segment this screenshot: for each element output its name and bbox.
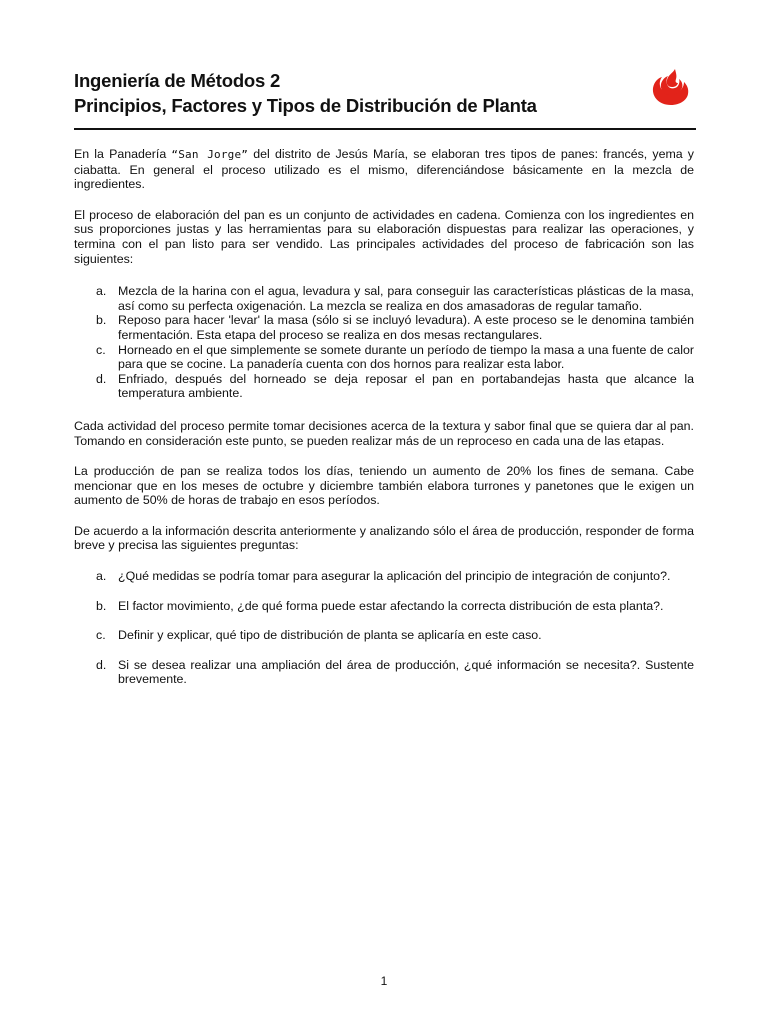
document-title: Ingeniería de Métodos 2	[74, 70, 281, 91]
intro-text-start: En la Panadería	[74, 147, 172, 161]
list-item	[74, 343, 694, 372]
document-body	[74, 147, 694, 702]
list-item-text: Horneado en el que simplemente se somete durante un período de tiempo la masa a una fuente de calor para que se cocine. La panadería cuenta con dos hornos para realizar esta labor.	[118, 342, 694, 372]
process-paragraph: El proceso de elaboración del pan es un conjunto de actividades en cadena. Comienza con los ingredientes en sus proporciones justas y las herramientas para su elaboración dispuestas para realizar las operaciones, y termina con el pan listo para ser vendido. Las principales actividades del proceso de fabricación son las siguientes:	[74, 207, 694, 266]
list-item-text: Mezcla de la harina con el agua, levadura y sal, para conseguir las características plásticas de la masa, así como su perfecta oxigenación. La mezcla se realiza en dos amasadoras de regular tamaño.	[118, 284, 694, 313]
list-item-text: Reposo para hacer 'levar' la masa (sólo si se incluyó levadura). A este proceso se le denomina también fermentación. Esta etapa del proceso se realiza en dos mesas rectangulares.	[118, 313, 694, 342]
document-subtitle: Principios, Factores y Tipos de Distribución de Planta	[74, 95, 537, 116]
instructions-paragraph: De acuerdo a la información descrita anteriormente y analizando sólo el área de producción, responder de forma breve y precisa las siguientes preguntas:	[74, 523, 694, 553]
list-item	[74, 569, 694, 584]
list-item-text: El factor movimiento, ¿de qué forma puede estar afectando la correcta distribución de esta planta?.	[118, 598, 664, 613]
list-item	[74, 372, 694, 401]
list-marker: b.	[96, 598, 107, 613]
intro-paragraph	[74, 147, 694, 192]
list-item-text: Si se desea realizar una ampliación del área de producción, ¿qué información se necesita?. Sustente brevemente.	[118, 657, 694, 687]
list-marker: a.	[96, 569, 107, 584]
bakery-name: “San Jorge”	[171, 148, 249, 161]
activities-list	[74, 284, 694, 401]
page-number: 1	[380, 974, 388, 988]
list-item	[74, 628, 694, 643]
list-item	[74, 658, 694, 687]
list-marker: a.	[96, 284, 107, 299]
list-item-text: Enfriado, después del horneado se deja reposar el pan en portabandejas hasta que alcance la temperatura ambiente.	[118, 371, 694, 401]
list-item	[74, 284, 694, 313]
decision-paragraph: Cada actividad del proceso permite tomar decisiones acerca de la textura y sabor final que se quiera dar al pan. Tomando en consideración este punto, se pueden realizar más de un reproceso en cada una de las etapas.	[74, 418, 694, 448]
list-item-text: ¿Qué medidas se podría tomar para asegurar la aplicación del principio de integración de conjunto?.	[118, 569, 671, 584]
list-item	[74, 313, 694, 342]
document-header	[74, 68, 696, 118]
upc-flame-logo-icon	[650, 68, 692, 106]
questions-list	[74, 569, 694, 687]
list-marker: b.	[96, 313, 107, 328]
list-marker: d.	[96, 657, 107, 672]
list-marker: d.	[96, 371, 107, 386]
header-divider	[74, 128, 696, 130]
list-item	[74, 599, 694, 614]
intro-text-end: del distrito de Jesús María, se elaboran tres tipos de panes: francés, yema y ciabatta. En general el proceso utilizado es el mismo, diferenciándose básicamente en la mezcla de ingredientes.	[74, 147, 694, 192]
list-marker: c.	[96, 628, 106, 643]
list-marker: c.	[96, 342, 106, 357]
production-paragraph: La producción de pan se realiza todos los días, teniendo un aumento de 20% los fines de semana. Cabe mencionar que en los meses de octubre y diciembre también elabora turrones y panetones que le exigen un aumento de 50% de horas de trabajo en esos períodos.	[74, 464, 694, 508]
list-item-text: Definir y explicar, qué tipo de distribución de planta se aplicaría en este caso.	[118, 628, 542, 643]
